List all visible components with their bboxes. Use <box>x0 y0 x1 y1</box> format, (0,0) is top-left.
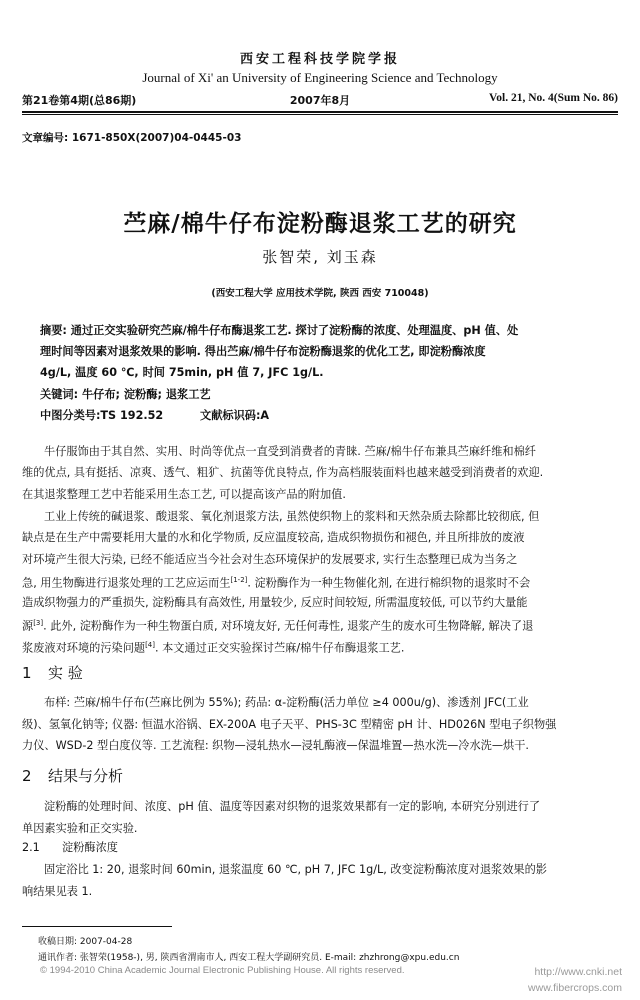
abstract-text-1: 通过正交实验研究苎麻/棉牛仔布酶退浆工艺. 探讨了淀粉酶的浓度、处理温度、pH 值、处 <box>70 324 519 337</box>
abstract-line-2: 理时间等因素对退浆效果的影响. 得出苎麻/棉牛仔布淀粉酶退浆的优化工艺, 即淀粉酶浓度 <box>40 345 486 358</box>
intro-text: . 淀粉酶作为一种生物催化剂, 在进行棉织物的退浆时不会 <box>247 576 531 590</box>
subsection-number: 2.1 <box>22 841 40 854</box>
intro-text: . 本文通过正交实验探讨苎麻/棉牛仔布酶退浆工艺. <box>155 641 405 655</box>
header-rule-top <box>22 111 618 113</box>
section-heading-1 <box>22 662 83 683</box>
section-number: 2 <box>22 767 32 785</box>
keywords <box>40 386 211 402</box>
intro-line: 在其退浆整理工艺中若能采用生态工艺, 可以提高该产品的附加值. <box>22 488 346 501</box>
section-number: 1 <box>22 664 32 682</box>
journal-title-en: Journal of Xi' an University of Engineering Science and Technology <box>142 70 498 85</box>
intro-text: . 此外, 淀粉酶作为一种生物蛋白质, 对环境友好, 无任何毒性, 退浆产生的废水可生物降解, 解决了退 <box>43 619 534 633</box>
section1-line: 布样: 苎麻/棉牛仔布(苎麻比例为 55%); 药品: α-淀粉酶(活力单位 ≥4 000u/g)、渗透剂 JFC(工业 <box>44 696 529 709</box>
watermark-url: http://www.cnki.net <box>534 966 622 978</box>
intro-text: 源 <box>22 619 34 633</box>
section21-line: 固定浴比 1: 20, 退浆时间 60min, 退浆温度 60 ℃, pH 7, JFC 1g/L, 改变淀粉酶浓度对退浆效果的影 <box>44 863 547 876</box>
intro-line <box>22 613 618 637</box>
authors: 张智荣, 刘玉森 <box>262 248 378 266</box>
subsection-heading-2-1 <box>22 839 118 855</box>
issue-info-cn: 第21卷第4期(总86期) <box>22 94 137 107</box>
doc-code-text: A <box>260 409 270 422</box>
section-title: 实 验 <box>48 664 83 682</box>
abstract-line-1 <box>40 320 605 341</box>
subsection-title: 淀粉酶浓度 <box>62 841 118 854</box>
clc-number <box>40 407 163 423</box>
footnote-rule <box>22 926 172 927</box>
intro-line: 对环境产生很大污染, 已经不能适应当今社会对生态环境保护的发展要求, 实行生态整理已成为当务之 <box>22 553 518 566</box>
section2-line: 淀粉酶的处理时间、浓度、pH 值、温度等因素对织物的退浆效果都有一定的影响, 本研究分别进行了 <box>44 800 541 813</box>
journal-title-cn: 西安工程科技学院学报 <box>239 52 400 67</box>
section1-line: 级)、氢氧化钠等; 仪器: 恒温水浴锅、EX-200A 电子天平、PHS-3C 型精密 pH 计、HD026N 型电子织物强 <box>22 718 557 731</box>
section-title: 结果与分析 <box>48 767 124 785</box>
section21-line: 响结果见表 1. <box>22 885 93 898</box>
citation-ref: [1-2] <box>230 576 248 584</box>
affiliation: (西安工程大学 应用技术学院, 陕西 西安 710048) <box>211 288 429 299</box>
intro-line: 缺点是在生产中需要耗用大量的水和化学物质, 反应温度较高, 造成织物损伤和褪色, 并且所排放的废液 <box>22 531 525 544</box>
section2-line: 单因素实验和正交实验. <box>22 822 138 835</box>
clc-label: 中图分类号: <box>40 409 101 422</box>
issue-info-en: Vol. 21, No. 4(Sum No. 86) <box>489 92 618 104</box>
abstract-label: 摘要: <box>40 324 67 337</box>
intro-line <box>22 635 618 659</box>
clc-text: TS 192.52 <box>100 409 164 422</box>
intro-line: 牛仔服饰由于其自然、实用、时尚等优点一直受到消费者的青睐. 苎麻/棉牛仔布兼具苎麻纤维和棉纤 <box>44 445 536 458</box>
citation-ref: [4] <box>145 641 155 649</box>
abstract-line-3: 4g/L, 温度 60 ℃, 时间 75min, pH 值 7, JFC 1g/L. <box>40 366 324 379</box>
article-number: 文章编号: 1671-850X(2007)04-0445-03 <box>22 132 242 144</box>
intro-line: 维的优点, 具有挺括、凉爽、透气、粗犷、抗菌等优良特点, 作为高档服装面料也越来越受到消费者的欢迎. <box>22 466 544 479</box>
citation-ref: [3] <box>33 619 44 627</box>
issue-date: 2007年8月 <box>289 94 351 107</box>
intro-line: 造成织物强力的严重损失, 淀粉酶具有高效性, 用量较少, 反应时间较短, 所需温度较低, 可以节约大量能 <box>22 596 528 609</box>
received-date: 收稿日期: 2007-04-28 <box>38 937 133 947</box>
intro-text: 浆废液对环境的污染问题 <box>22 641 146 655</box>
section-heading-2 <box>22 765 123 786</box>
header-rule-bottom <box>22 114 618 115</box>
keywords-label: 关键词: <box>40 388 79 401</box>
intro-line <box>22 570 618 594</box>
paper-title: 苎麻/棉牛仔布淀粉酶退浆工艺的研究 <box>123 211 517 237</box>
doc-code-label: 文献标识码: <box>200 409 261 422</box>
intro-text: 急, 用生物酶进行退浆处理的工艺应运而生 <box>22 576 231 590</box>
watermark-site: www.fibercrops.com <box>528 982 622 994</box>
section1-line: 力仪、WSD-2 型白度仪等. 工艺流程: 织物—浸轧热水—浸轧酶液—保温堆置—热水洗—冷水洗—烘干. <box>22 739 529 752</box>
author-note: 通讯作者: 张智荣(1958-), 男, 陕西省渭南市人, 西安工程大学副研究员. E-mail: zhzhrong@xpu.edu.cn <box>38 953 460 963</box>
intro-line: 工业上传统的碱退浆、酸退浆、氧化剂退浆方法, 虽然使织物上的浆料和天然杂质去除都比较彻底, 但 <box>44 510 540 523</box>
keywords-text: 牛仔布; 淀粉酶; 退浆工艺 <box>81 388 211 401</box>
copyright-notice: © 1994-2010 China Academic Journal Electronic Publishing House. All rights reserved. <box>40 965 405 976</box>
doc-code <box>200 407 269 423</box>
